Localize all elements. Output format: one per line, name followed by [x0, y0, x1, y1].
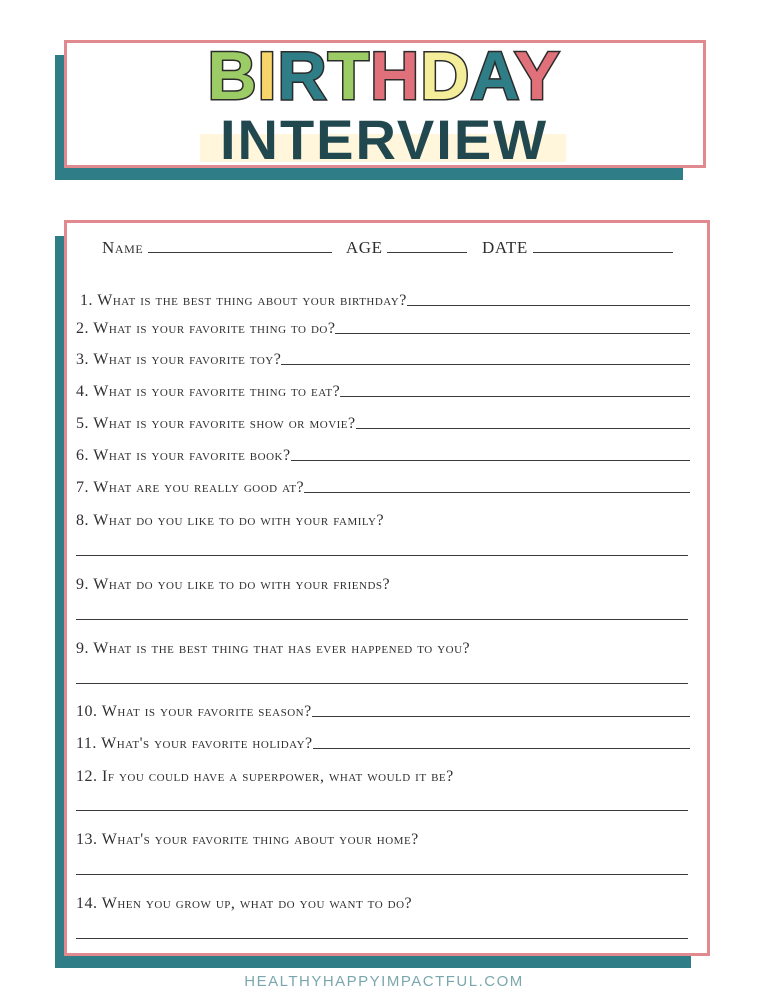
answer-line[interactable] [304, 491, 690, 493]
info-row [102, 238, 682, 262]
date-field[interactable] [533, 251, 673, 253]
question-9b [76, 634, 690, 658]
answer-line[interactable] [356, 427, 690, 429]
question-9a [76, 570, 690, 594]
footer-url[interactable]: HEALTHYHAPPYIMPACTFUL.COM [244, 973, 524, 990]
question-2 [76, 314, 690, 338]
question-13 [76, 825, 690, 849]
question-text: 4. What is your favorite thing to eat? [76, 383, 341, 400]
question-5 [76, 409, 690, 433]
question-10 [76, 697, 690, 721]
question-text: 5. What is your favorite show or movie? [76, 415, 356, 432]
age-field[interactable] [387, 251, 467, 253]
answer-line[interactable] [281, 363, 690, 365]
question-6 [76, 441, 690, 465]
name-field[interactable] [148, 251, 332, 253]
answer-line[interactable] [76, 683, 688, 684]
answer-line[interactable] [335, 332, 690, 334]
question-text: 12. If you could have a superpower, what would it be? [76, 768, 454, 785]
answer-line[interactable] [76, 938, 688, 939]
question-text: 1. What is the best thing about your birthday? [80, 292, 407, 309]
question-1 [80, 286, 690, 310]
answer-line[interactable] [313, 747, 690, 749]
question-text: 14. When you grow up, what do you want to do? [76, 895, 413, 912]
question-text: 10. What is your favorite season? [76, 703, 312, 720]
title-letter: T [327, 38, 371, 114]
question-11 [76, 729, 690, 753]
question-text: 8. What do you like to do with your family? [76, 512, 385, 529]
question-text: 6. What is your favorite book? [76, 447, 291, 464]
page-title [0, 40, 768, 112]
question-3 [76, 345, 690, 369]
title-letter: A [470, 38, 515, 114]
title-letter: Y [514, 38, 561, 114]
answer-line[interactable] [312, 715, 690, 717]
title-letter: D [420, 38, 471, 114]
answer-line[interactable] [76, 810, 688, 811]
question-7 [76, 473, 690, 497]
answer-line[interactable] [407, 304, 690, 306]
question-text: 11. What's your favorite holiday? [76, 735, 313, 752]
question-text: 2. What is your favorite thing to do? [76, 320, 336, 337]
name-label: Name [102, 238, 144, 257]
answer-line[interactable] [76, 619, 688, 620]
age-label: AGE [345, 238, 383, 257]
question-text: 13. What's your favorite thing about your home? [76, 831, 419, 848]
answer-line[interactable] [291, 459, 690, 461]
question-text: 9. What is the best thing that has ever happened to you? [76, 640, 471, 657]
question-12 [76, 762, 690, 786]
title-letter: B [207, 38, 258, 114]
question-4 [76, 377, 690, 401]
title-letter: I [257, 38, 278, 114]
date-label: DATE [482, 238, 528, 257]
answer-line[interactable] [340, 395, 690, 397]
question-text: 9. What do you like to do with your friends? [76, 576, 391, 593]
question-text: 3. What is your favorite toy? [76, 351, 282, 368]
question-8 [76, 506, 690, 530]
title-letter: H [370, 38, 421, 114]
question-14 [76, 889, 690, 913]
page-subtitle: INTERVIEW [219, 108, 549, 171]
answer-line[interactable] [76, 555, 688, 556]
title-letter: R [277, 38, 328, 114]
answer-line[interactable] [76, 874, 688, 875]
question-text: 7. What are you really good at? [76, 479, 305, 496]
